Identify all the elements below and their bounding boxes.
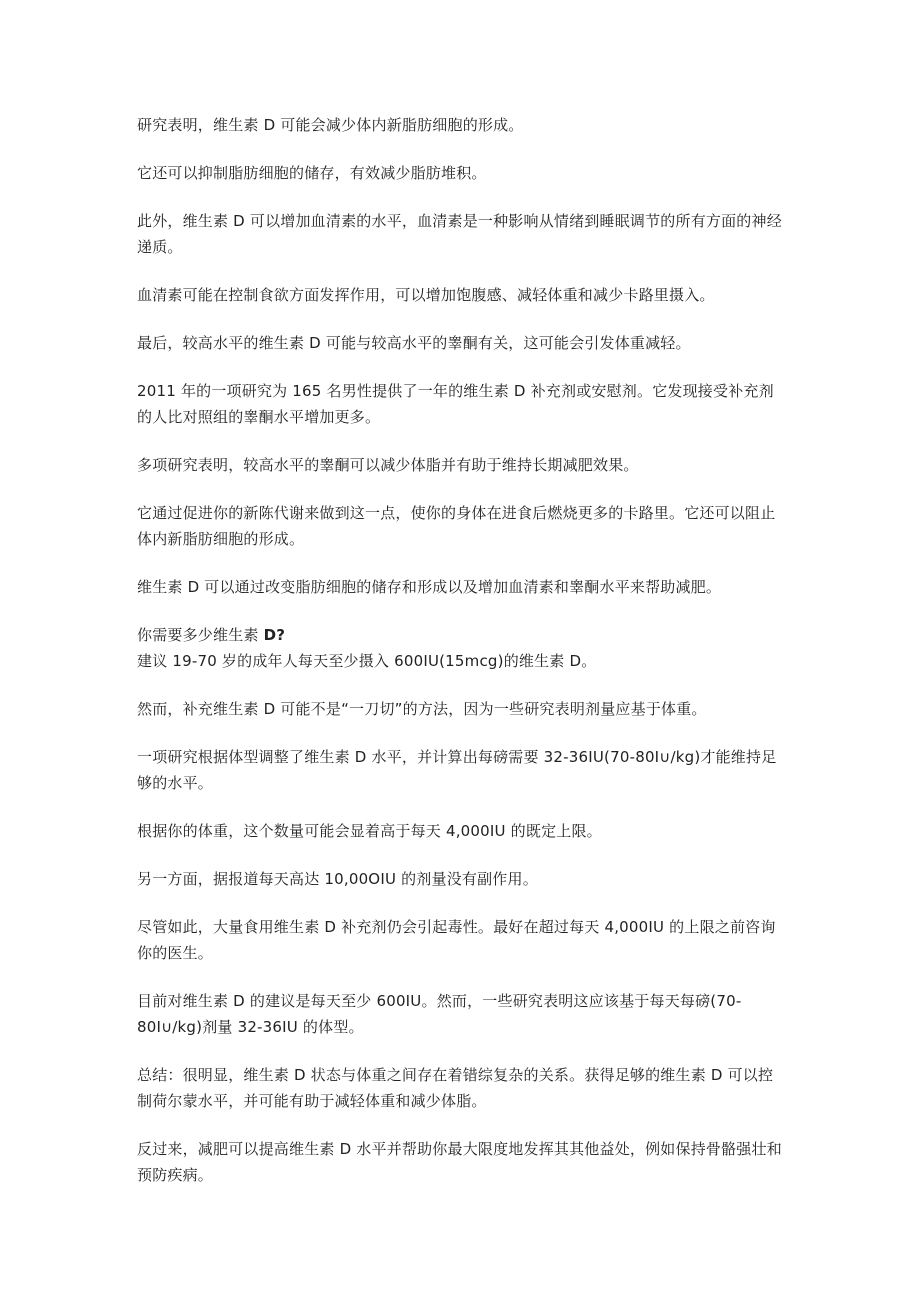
paragraph: 维生素 D 可以通过改变脂肪细胞的储存和形成以及增加血清素和睾酮水平来帮助减肥。 bbox=[137, 578, 722, 596]
section-question-bold: D? bbox=[263, 626, 286, 644]
section-question bbox=[137, 622, 787, 648]
paragraph: 它还可以抑制脂肪细胞的储存，有效减少脂肪堆积。 bbox=[137, 164, 487, 182]
paragraph: 它通过促进你的新陈代谢来做到这一点，使你的身体在进食后燃烧更多的卡路里。它还可以阻止体内新脂肪细胞的形成。 bbox=[137, 504, 776, 548]
paragraph: 总结：很明显，维生素 D 状态与体重之间存在着错综复杂的关系。获得足够的维生素 D 可以控制荷尔蒙水平，并可能有助于减轻体重和减少体脂。 bbox=[137, 1066, 774, 1110]
paragraph: 血清素可能在控制食欲方面发挥作用，可以增加饱腹感、减轻体重和减少卡路里摄入。 bbox=[137, 286, 715, 304]
section-question-text: 你需要多少维生素 bbox=[137, 626, 264, 644]
paragraph: 另一方面，据报道每天高达 10,00OIU 的剂量没有副作用。 bbox=[137, 870, 538, 888]
paragraph: 尽管如此，大量食用维生素 D 补充剂仍会引起毒性。最好在超过每天 4,000IU 的上限之前咨询你的医生。 bbox=[137, 918, 776, 962]
paragraph: 一项研究根据体型调整了维生素 D 水平，并计算出每磅需要 32-36IU(70-80I∪∕kg)才能维持足够的水平。 bbox=[137, 748, 777, 792]
section-intro: 建议 19-70 岁的成年人每天至少摄入 600IU(15mcg)的维生素 D。 bbox=[137, 652, 597, 670]
document-body bbox=[137, 112, 787, 1210]
paragraph: 根据你的体重，这个数量可能会显着高于每天 4,000IU 的既定上限。 bbox=[137, 822, 602, 840]
paragraph: 多项研究表明，较高水平的睾酮可以减少体脂并有助于维持长期减肥效果。 bbox=[137, 456, 639, 474]
paragraph: 最后，较高水平的维生素 D 可能与较高水平的睾酮有关，这可能会引发体重减轻。 bbox=[137, 334, 691, 352]
paragraph: 研究表明，维生素 D 可能会减少体内新脂肪细胞的形成。 bbox=[137, 116, 524, 134]
paragraph: 然而，补充维生素 D 可能不是“一刀切”的方法，因为一些研究表明剂量应基于体重。 bbox=[137, 700, 707, 718]
paragraph: 反过来，减肥可以提高维生素 D 水平并帮助你最大限度地发挥其其他益处，例如保持骨骼强壮和预防疾病。 bbox=[137, 1140, 782, 1184]
paragraph: 2011 年的一项研究为 165 名男性提供了一年的维生素 D 补充剂或安慰剂。它发现接受补充剂的人比对照组的睾酮水平增加更多。 bbox=[137, 382, 774, 426]
paragraph: 此外，维生素 D 可以增加血清素的水平，血清素是一种影响从情绪到睡眠调节的所有方面的神经递质。 bbox=[137, 212, 782, 256]
paragraph: 目前对维生素 D 的建议是每天至少 600IU。然而，一些研究表明这应该基于每天每磅(70-80I∪∕kg)剂量 32-36IU 的体型。 bbox=[137, 992, 742, 1036]
